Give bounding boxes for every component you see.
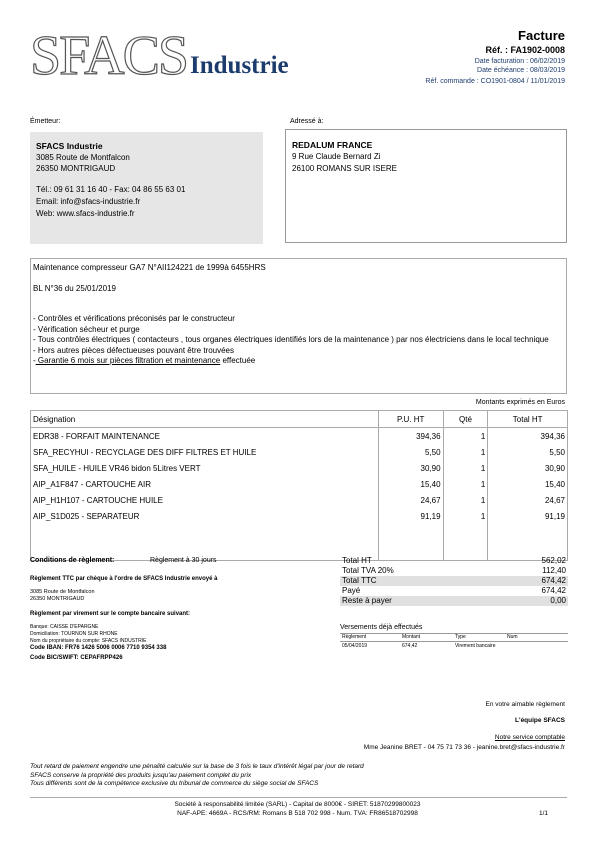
emetteur-web: Web: www.sfacs-industrie.fr xyxy=(36,209,135,218)
payments-made-title: Versements déjà effectués xyxy=(340,624,423,631)
table-empty-row xyxy=(31,524,568,542)
legal-line: Tous différents sont de la compétence exclusive du tribunal de commerce du siège social de SFACS xyxy=(30,780,319,787)
description-bl: BL N°36 du 25/01/2019 xyxy=(33,283,116,293)
payments-made xyxy=(340,624,568,650)
total-value: 674,42 xyxy=(541,586,566,595)
total-row xyxy=(340,556,568,566)
currency-note: Montants exprimés en Euros xyxy=(475,399,565,406)
bic-swift: Code BIC/SWIFT: CEPAFRPP426 xyxy=(30,655,123,661)
total-row xyxy=(340,596,568,606)
total-label: Total HT xyxy=(342,556,372,565)
payments-col-type: Type xyxy=(455,634,466,640)
team-signature: L'équipe SFACS xyxy=(515,717,565,724)
col-total: Total HT xyxy=(488,411,568,428)
total-row xyxy=(340,566,568,576)
item-quantity: 1 xyxy=(443,492,488,508)
total-value: 0,00 xyxy=(550,596,566,605)
accounting-service: Notre service comptable xyxy=(494,734,565,741)
total-value: 112,40 xyxy=(542,566,566,575)
legal-line: Tout retard de paiement engendre une pénalité calculée sur la base de 3 fois le taux d'intérêt légal par jour de retard xyxy=(30,763,364,770)
destinataire-label: Adressé à: xyxy=(290,118,324,125)
footer-company-info: Société à responsabilité limitée (SARL) - Capital de 8000€ - SIRET: 51870299800023 xyxy=(174,801,421,808)
legal-notes xyxy=(30,763,364,789)
item-quantity: 1 xyxy=(443,476,488,492)
table-header-row xyxy=(31,411,568,428)
item-designation: SFA_RECYHUI - RECYCLAGE DES DIFF FILTRES ET HUILE xyxy=(31,444,379,460)
payment-conditions-label: Conditions de règlement: xyxy=(30,557,115,564)
item-designation: AIP_H1H107 - CARTOUCHE HUILE xyxy=(31,492,379,508)
item-unit-price: 30,90 xyxy=(378,460,443,476)
total-value: 674,42 xyxy=(541,576,566,585)
destinataire-name: REDALUM FRANCE xyxy=(292,140,373,150)
iban: Code IBAN: FR76 1426 5006 0006 7710 9354 338 xyxy=(30,645,167,651)
company-logo xyxy=(30,25,320,90)
payments-col-reglement: Règlement xyxy=(342,634,367,640)
destinataire-address1: 9 Rue Claude Bernard Zi xyxy=(292,152,381,161)
bank-name: Banque: CAISSE D'EPARGNE xyxy=(30,624,99,630)
table-row xyxy=(31,444,568,460)
transfer-instruction: Règlement par virement sur le compte bancaire suivant: xyxy=(30,611,191,617)
item-total: 5,50 xyxy=(488,444,568,460)
emetteur-label: Émetteur: xyxy=(30,118,61,125)
total-label: Payé xyxy=(342,586,361,595)
item-quantity: 1 xyxy=(443,508,488,524)
destinataire-box xyxy=(285,129,567,243)
item-total: 91,19 xyxy=(488,508,568,524)
table-row xyxy=(31,460,568,476)
item-total: 394,36 xyxy=(488,428,568,445)
description-bullet: - Hors autres pièces défectueuses pouvant être trouvées xyxy=(33,345,234,355)
table-row xyxy=(31,508,568,524)
accounting-contact: Mme Jeanine BRET - 04 75 71 73 36 - jeanine.bret@sfacs-industrie.fr xyxy=(363,744,565,751)
item-designation: AIP_A1F847 - CARTOUCHE AIR xyxy=(31,476,379,492)
total-label: Total TVA 20% xyxy=(342,566,394,575)
total-label: Reste à payer xyxy=(342,596,392,605)
invoice-ref: Réf. : FA1902-0008 xyxy=(485,45,565,55)
invoice-date: Date facturation : 06/02/2019 xyxy=(474,58,565,65)
item-unit-price: 394,36 xyxy=(378,428,443,445)
cheque-address1: 3085 Route de Montfalcon xyxy=(30,589,95,595)
cheque-address2: 26350 MONTRIGAUD xyxy=(30,596,85,602)
item-unit-price: 91,19 xyxy=(378,508,443,524)
table-row xyxy=(31,428,568,445)
account-owner: Nom du propriétaire du compte: SFACS INDUSTRIE xyxy=(30,638,147,644)
logo-sfacs-text: SFACS xyxy=(30,25,188,87)
total-row xyxy=(340,576,568,586)
closing-line: En votre aimable règlement xyxy=(485,701,565,708)
footer-registration: NAF-APE: 4669A - RCS/RM: Romans B 518 702 998 - Num. TVA: FR86518702998 xyxy=(177,810,418,817)
description-bullet: - Tous contrôles électriques ( contacteurs , tous organes électriques identifiés lors de la maintenance ) par nos électriciens dans le local technique xyxy=(33,335,549,344)
emetteur-email: Email: info@sfacs-industrie.fr xyxy=(36,197,141,206)
payments-row: 05/04/2019 674,42 Virement bancaire xyxy=(342,643,496,649)
item-unit-price: 15,40 xyxy=(378,476,443,492)
payment-conditions-value: Règlement à 30 jours xyxy=(150,557,217,564)
total-value: 562,02 xyxy=(541,556,566,565)
col-designation: Désignation xyxy=(31,411,379,428)
item-quantity: 1 xyxy=(443,460,488,476)
items-table xyxy=(30,410,568,561)
emetteur-address1: 3085 Route de Montfalcon xyxy=(36,153,130,162)
payments-col-num: Num xyxy=(507,634,518,640)
invoice-title: Facture xyxy=(518,28,565,43)
total-row xyxy=(340,586,568,596)
table-row xyxy=(31,476,568,492)
total-label: Total TTC xyxy=(342,576,377,585)
order-ref: Réf. commande : CO1901-0804 / 11/01/2019 xyxy=(425,78,565,85)
item-total: 15,40 xyxy=(488,476,568,492)
logo-industrie-text: Industrie xyxy=(190,52,289,79)
description-bullets xyxy=(33,314,566,367)
invoice-due-date: Date échéance : 08/03/2019 xyxy=(477,67,565,74)
bank-domiciliation: Domiciliation: TOURNON SUR RHONE xyxy=(30,631,118,637)
item-designation: SFA_HUILE - HUILE VR46 bidon 5Litres VERT xyxy=(31,460,379,476)
footer-divider xyxy=(30,797,567,798)
item-designation: AIP_S1D025 - SEPARATEUR xyxy=(31,508,379,524)
item-unit-price: 24,67 xyxy=(378,492,443,508)
emetteur-phone: Tél.: 09 61 31 16 40 - Fax: 04 86 55 63 01 xyxy=(36,185,186,194)
legal-line: SFACS conserve la propriété des produits jusqu'au paiement complet du prix xyxy=(30,771,252,779)
emetteur-name: SFACS Industrie xyxy=(36,141,103,151)
item-designation: EDR38 - FORFAIT MAINTENANCE xyxy=(31,428,379,445)
totals-block xyxy=(340,556,568,606)
table-row xyxy=(31,492,568,508)
item-quantity: 1 xyxy=(443,444,488,460)
payment-conditions xyxy=(30,557,217,564)
cheque-instruction: Règlement TTC par chèque à l'ordre de SFACS Industrie envoyé à xyxy=(30,576,218,582)
item-unit-price: 5,50 xyxy=(378,444,443,460)
item-quantity: 1 xyxy=(443,428,488,445)
payments-col-montant: Montant xyxy=(402,634,421,640)
description-bullet: - Contrôles et vérifications préconisés par le constructeur xyxy=(33,314,235,323)
emetteur-address2: 26350 MONTRIGAUD xyxy=(36,164,116,173)
item-total: 30,90 xyxy=(488,460,568,476)
description-bullet-guarantee: - Garantie 6 mois sur pièces filtration et maintenance effectuée xyxy=(33,356,256,365)
col-unit-price: P.U. HT xyxy=(378,411,443,428)
description-bullet: - Vérification sécheur et purge xyxy=(33,324,140,334)
payments-header-row xyxy=(340,633,568,642)
page-number: 1/1 xyxy=(538,810,548,817)
description-line1: Maintenance compresseur GA7 N°AII124221 de 1999à 6455HRS xyxy=(33,263,266,272)
description-box xyxy=(30,258,567,394)
destinataire-address2: 26100 ROMANS SUR ISERE xyxy=(292,164,397,173)
emetteur-box xyxy=(30,132,263,244)
item-total: 24,67 xyxy=(488,492,568,508)
col-quantity: Qté xyxy=(443,411,488,428)
